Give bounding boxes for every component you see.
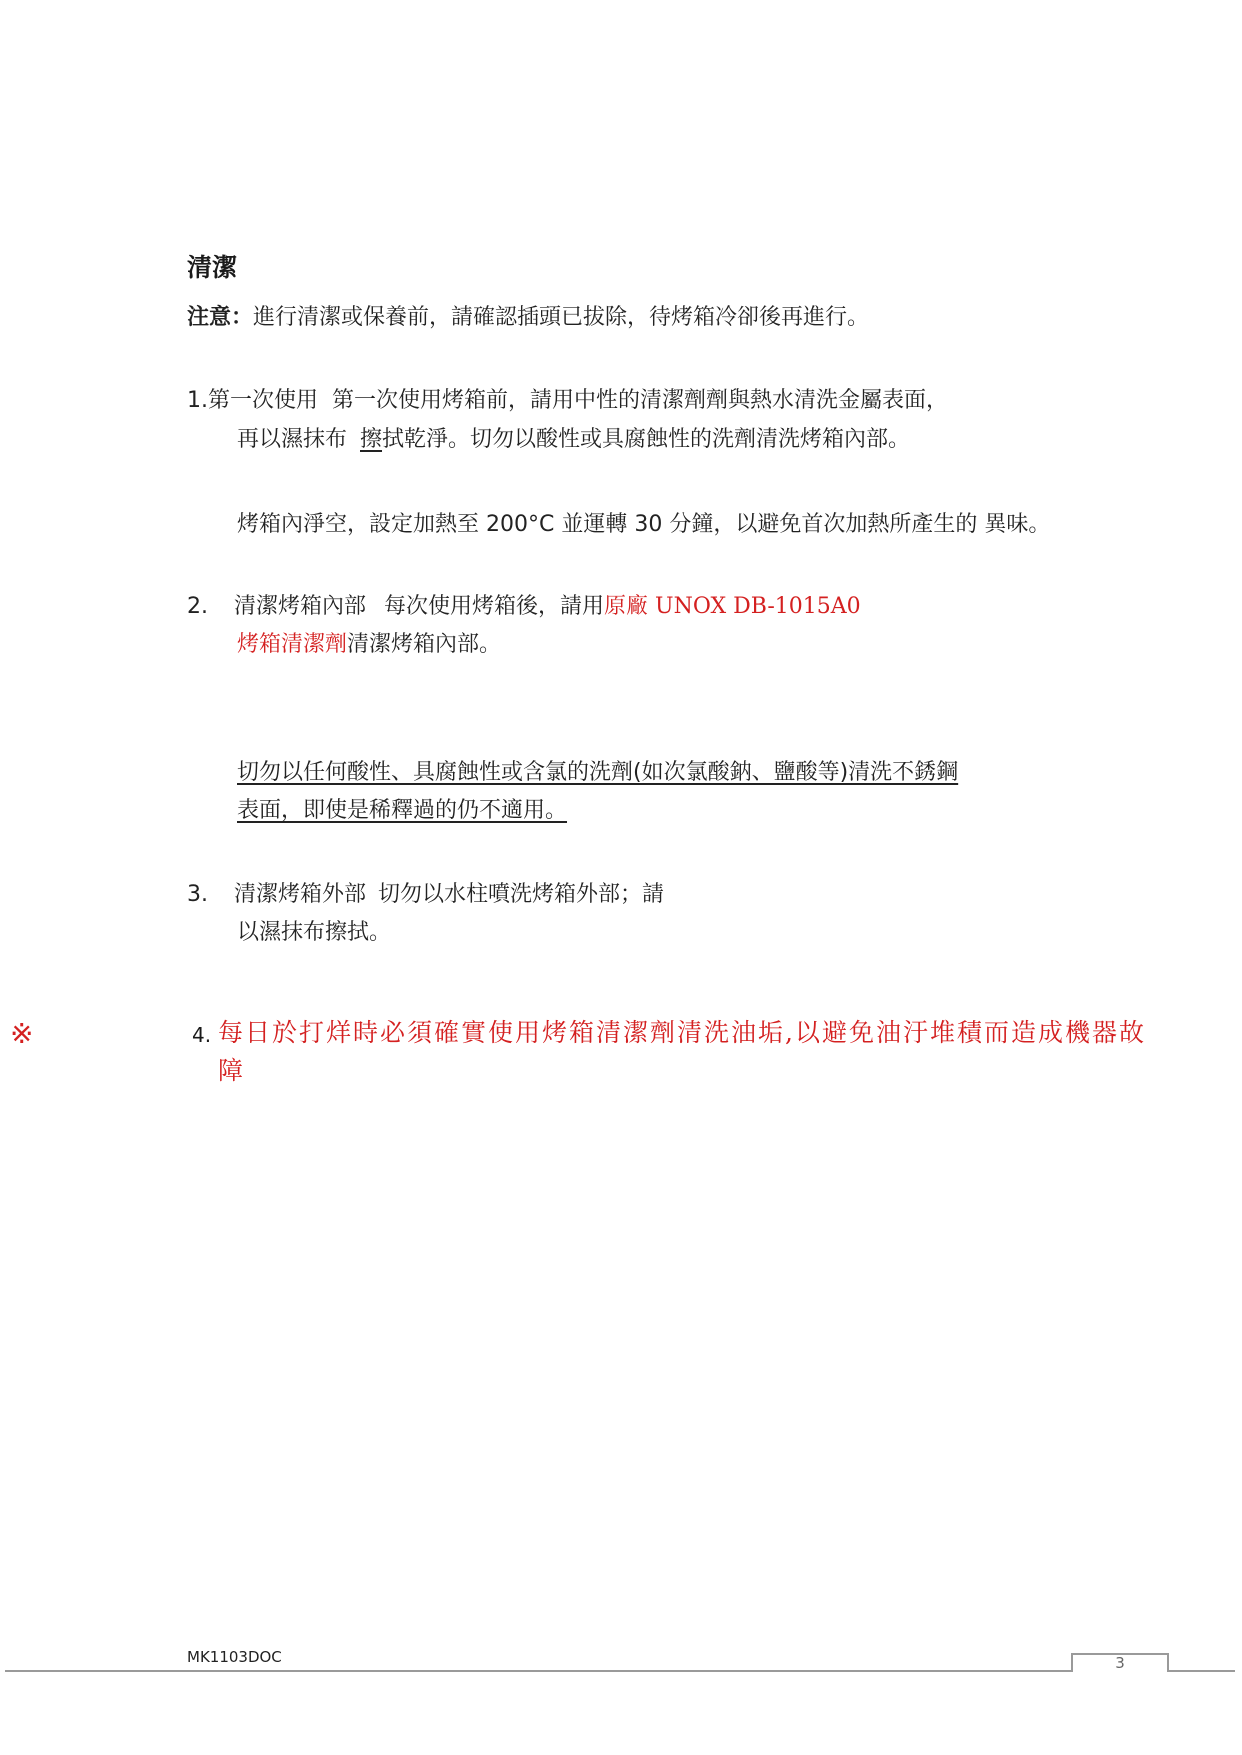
item1-line2-underlined: 擦 [360, 427, 383, 452]
notice-text: 進行清潔或保養前，請確認插頭已拔除，待烤箱冷卻後再進行。 [253, 305, 870, 330]
footer-rule-right [1167, 1670, 1235, 1672]
item1-line2 [237, 425, 910, 455]
item4-line2: 障 [218, 1056, 246, 1085]
item2-number: 2. [187, 594, 208, 619]
reference-mark: ※ [10, 1017, 34, 1050]
item3-text-line1: 切勿以水柱噴洗烤箱外部；請 [378, 882, 665, 907]
item2-line2 [237, 630, 501, 660]
item2-title: 清潔烤箱內部 [234, 594, 367, 619]
item1-line1 [187, 386, 948, 416]
item1-text-line1: 第一次使用烤箱前，請用中性的清潔劑劑與熱水清洗金屬表面， [332, 388, 949, 413]
item2-text-after: 清潔烤箱內部。 [347, 632, 502, 657]
item4-number: 4. [192, 1023, 212, 1047]
notice-line [187, 303, 869, 333]
item2-red-cleaner: 烤箱清潔劑 [237, 632, 348, 657]
item4-text [218, 1014, 1146, 1090]
item2-line1 [187, 592, 861, 622]
page-number: 3 [1071, 1653, 1169, 1672]
item1-line2-after: 拭乾淨。切勿以酸性或具腐蝕性的洗劑清洗烤箱內部。 [382, 427, 911, 452]
item1-number: 1. [187, 388, 208, 413]
item3-title: 清潔烤箱外部 [234, 882, 367, 907]
footer-doc-code: MK1103DOC [187, 1648, 282, 1666]
item3-number: 3. [187, 882, 208, 907]
warning-line1: 切勿以任何酸性、具腐蝕性或含氯的洗劑(如次氯酸鈉、鹽酸等)清洗不銹鋼 [237, 760, 959, 785]
warning-line2: 表面，即使是稀釋過的仍不適用。 [237, 798, 568, 823]
item1-title: 第一次使用 [208, 388, 319, 413]
footer-rule [5, 1670, 1071, 1672]
item2-text-before: 每次使用烤箱後，請用 [384, 594, 605, 619]
item1-line2-before: 再以濕抹布 [237, 427, 354, 452]
item3-line2: 以濕抹布擦拭。 [237, 920, 392, 945]
section-heading: 清潔 [187, 253, 238, 282]
item1-line3: 烤箱內淨空，設定加熱至 200°C 並運轉 30 分鐘，以避免首次加熱所產生的 異味。 [237, 512, 1051, 537]
notice-label: 注意： [187, 305, 254, 330]
item2-red-product: 原廠 UNOX DB-1015A0 [604, 594, 861, 619]
item4-line1: 每日於打烊時必須確實使用烤箱清潔劑清洗油垢,以避免油汙堆積而造成機器故 [218, 1018, 1146, 1047]
item3-line1 [187, 880, 664, 910]
